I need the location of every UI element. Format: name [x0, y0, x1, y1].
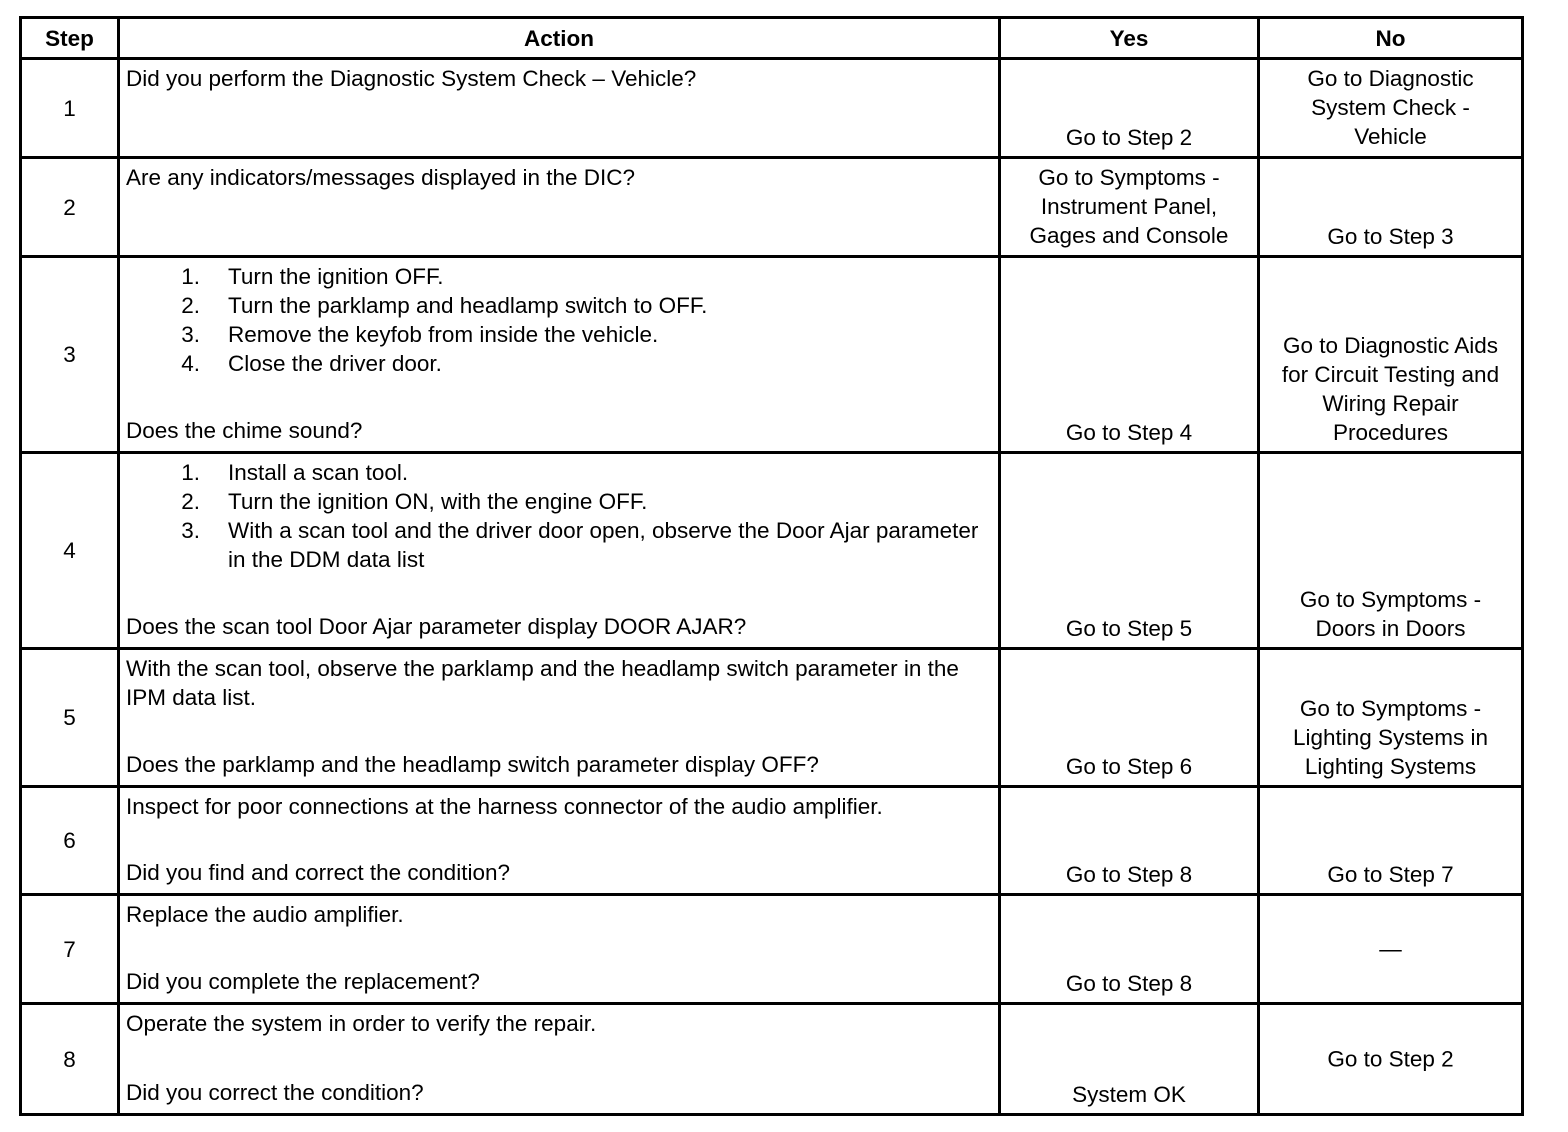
action-question: Does the chime sound? — [126, 418, 363, 443]
action-cell — [120, 60, 1001, 159]
action-text: Replace the audio amplifier. — [126, 902, 404, 927]
diagnostic-table — [19, 16, 1524, 1116]
action-cell — [120, 454, 1001, 650]
no-cell — [1260, 60, 1521, 159]
item-number: 3. — [181, 322, 200, 347]
no-cell — [1260, 258, 1521, 454]
yes-text: System OK — [1072, 1082, 1186, 1107]
list-item — [126, 458, 992, 487]
item-text: Turn the ignition ON, with the engine OFF. — [228, 489, 648, 514]
no-line: Go to Diagnostic Aids — [1282, 333, 1499, 358]
action-content — [126, 900, 992, 996]
item-text: Remove the keyfob from inside the vehicle. — [228, 322, 659, 347]
action-cell — [120, 258, 1001, 454]
yes-text: Go to Step 4 — [1065, 420, 1193, 445]
no-line: Go to Symptoms - — [1299, 587, 1482, 612]
yes-cell — [1001, 1005, 1260, 1113]
no-line: System Check - — [1311, 95, 1470, 120]
table-row — [22, 1005, 1521, 1113]
action-question: Did you complete the replacement? — [126, 969, 480, 994]
yes-line: Gages and Console — [1029, 223, 1229, 248]
yes-line: Instrument Panel, — [1040, 194, 1218, 219]
no-cell — [1260, 650, 1521, 788]
action-text: Are any indicators/messages displayed in the DIC? — [126, 165, 636, 190]
list-item — [126, 262, 992, 291]
item-text: Close the driver door. — [228, 351, 442, 376]
list-item — [126, 516, 992, 574]
table-row — [22, 896, 1521, 1005]
no-line: Wiring Repair — [1322, 391, 1459, 416]
yes-cell — [1001, 159, 1260, 258]
action-text: With the scan tool, observe the parklamp and the headlamp switch parameter in the IPM data list. — [126, 656, 959, 710]
yes-text: Go to Step 8 — [1065, 862, 1193, 887]
no-cell — [1260, 896, 1521, 1005]
yes-text: Go to Step 2 — [1065, 125, 1193, 150]
action-cell — [120, 896, 1001, 1005]
yes-text: Go to Step 5 — [1065, 616, 1193, 641]
list-item — [126, 487, 992, 516]
action-content — [126, 654, 992, 779]
no-cell — [1260, 454, 1521, 650]
action-question: Did you correct the condition? — [126, 1080, 424, 1105]
header-action: Action — [120, 19, 1001, 60]
step-number: 8 — [22, 1005, 120, 1113]
no-cell — [1260, 788, 1521, 896]
yes-cell — [1001, 454, 1260, 650]
step-number: 2 — [22, 159, 120, 258]
header-no: No — [1260, 19, 1521, 60]
step-number: 7 — [22, 896, 120, 1005]
item-number: 2. — [181, 293, 200, 318]
no-line: Go to Diagnostic — [1307, 66, 1474, 91]
list-item — [126, 349, 992, 378]
step-number: 3 — [22, 258, 120, 454]
yes-cell — [1001, 258, 1260, 454]
yes-text — [1001, 163, 1257, 250]
table-row — [22, 454, 1521, 650]
table-row — [22, 159, 1521, 258]
yes-line: Go to Symptoms - — [1038, 165, 1220, 190]
action-question: Does the parklamp and the headlamp switch parameter display OFF? — [126, 752, 819, 777]
table-row — [22, 650, 1521, 788]
yes-cell — [1001, 60, 1260, 159]
table-row — [22, 60, 1521, 159]
step-number: 5 — [22, 650, 120, 788]
no-line: Go to Symptoms - — [1299, 696, 1482, 721]
item-number: 1. — [181, 264, 200, 289]
yes-cell — [1001, 650, 1260, 788]
action-list — [126, 458, 992, 574]
action-content — [126, 792, 992, 887]
header-step: Step — [22, 19, 120, 60]
no-text: Go to Step 3 — [1327, 224, 1454, 249]
action-text: Operate the system in order to verify the repair. — [126, 1011, 597, 1036]
no-line: Lighting Systems in — [1292, 725, 1489, 750]
no-line: Procedures — [1332, 420, 1449, 445]
no-text: Go to Step 7 — [1327, 862, 1454, 887]
action-text: Did you perform the Diagnostic System Check – Vehicle? — [126, 66, 697, 91]
step-number: 6 — [22, 788, 120, 896]
item-text: With a scan tool and the driver door open, observe the Door Ajar parameter in the DDM data list — [228, 518, 979, 572]
step-number: 4 — [22, 454, 120, 650]
no-text — [1260, 331, 1521, 447]
list-item — [126, 291, 992, 320]
item-number: 4. — [181, 351, 200, 376]
yes-text: Go to Step 8 — [1065, 971, 1193, 996]
action-question: Did you find and correct the condition? — [126, 860, 510, 885]
item-text: Install a scan tool. — [228, 460, 409, 485]
action-text: Inspect for poor connections at the harness connector of the audio amplifier. — [126, 794, 883, 819]
action-question: Does the scan tool Door Ajar parameter display DOOR AJAR? — [126, 614, 747, 639]
action-cell — [120, 159, 1001, 258]
yes-text: Go to Step 6 — [1065, 754, 1193, 779]
table-row — [22, 788, 1521, 896]
item-text: Turn the parklamp and headlamp switch to OFF. — [228, 293, 708, 318]
no-line: Vehicle — [1354, 124, 1427, 149]
no-cell — [1260, 159, 1521, 258]
action-cell — [120, 1005, 1001, 1113]
item-number: 1. — [181, 460, 200, 485]
action-content — [126, 458, 992, 641]
header-row — [22, 19, 1521, 60]
yes-cell — [1001, 896, 1260, 1005]
no-line: Lighting Systems — [1304, 754, 1477, 779]
no-line: Doors in Doors — [1315, 616, 1466, 641]
action-cell — [120, 650, 1001, 788]
action-list — [126, 262, 992, 378]
no-text — [1260, 694, 1521, 781]
no-text — [1260, 64, 1521, 151]
step-number: 1 — [22, 60, 120, 159]
yes-cell — [1001, 788, 1260, 896]
item-text: Turn the ignition OFF. — [228, 264, 444, 289]
table-row — [22, 258, 1521, 454]
item-number: 2. — [181, 489, 200, 514]
item-number: 3. — [181, 518, 200, 543]
action-content — [126, 262, 992, 445]
list-item — [126, 320, 992, 349]
action-cell — [120, 788, 1001, 896]
no-text — [1260, 585, 1521, 643]
no-cell — [1260, 1005, 1521, 1113]
no-text: — — [1379, 936, 1402, 962]
no-line: for Circuit Testing and — [1281, 362, 1500, 387]
action-content — [126, 1009, 992, 1107]
header-yes: Yes — [1001, 19, 1260, 60]
no-text: Go to Step 2 — [1327, 1046, 1454, 1072]
